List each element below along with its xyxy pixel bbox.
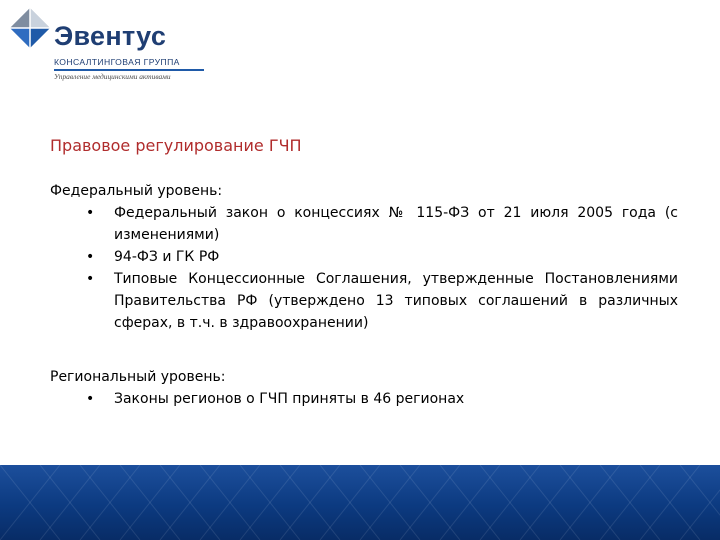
footer-pattern (0, 465, 720, 540)
logo-subtitle: КОНСАЛТИНГОВАЯ ГРУППА (54, 57, 180, 67)
list-item-text: Законы регионов о ГЧП приняты в 46 регионах (114, 391, 465, 407)
footer-band (0, 465, 720, 540)
section-spacer (50, 334, 678, 366)
bullet-icon: • (86, 205, 95, 221)
list-item-text: Типовые Концессионные Соглашения, утвержденные Постановлениями Правительства РФ (утверждено 13 типовых соглашений в различных сферах, в т.ч. в здравоохранении) (114, 271, 678, 331)
federal-section (50, 180, 678, 334)
list-item (50, 388, 678, 410)
diamond-logo-icon (8, 6, 52, 50)
slide-title: Правовое регулирование ГЧП (50, 136, 302, 155)
bullet-icon: • (86, 391, 95, 407)
list-item (50, 268, 678, 334)
bullet-list (50, 388, 678, 410)
logo-divider (54, 69, 204, 71)
slide-content (50, 180, 678, 410)
list-item (50, 246, 678, 268)
bullet-icon: • (86, 249, 95, 265)
list-item-text: 94-ФЗ и ГК РФ (114, 249, 220, 265)
list-item (50, 202, 678, 246)
bullet-list (50, 202, 678, 334)
company-logo (8, 6, 208, 81)
section-heading: Региональный уровень: (50, 369, 226, 385)
bullet-icon: • (86, 271, 95, 287)
section-heading: Федеральный уровень: (50, 183, 223, 199)
list-item-text: Федеральный закон о концессиях № 115-ФЗ от 21 июля 2005 года (с изменениями) (114, 205, 678, 243)
logo-name: Эвентус (54, 21, 167, 51)
logo-tagline: Управление медицинскими активами (54, 72, 171, 81)
regional-section (50, 366, 678, 410)
